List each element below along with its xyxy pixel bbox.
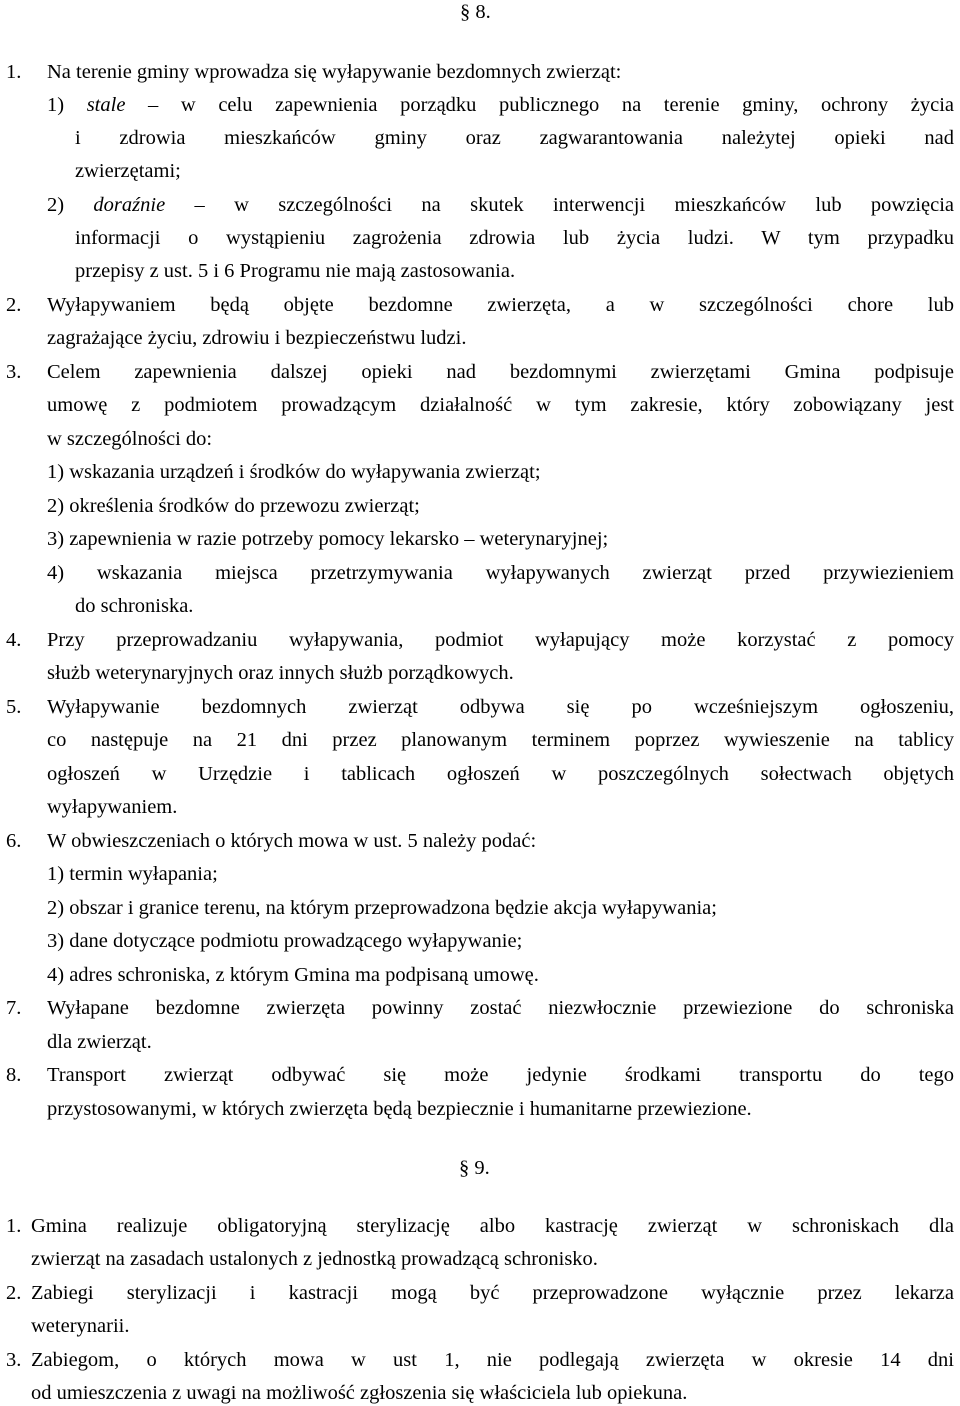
para-text: w szczególności do: xyxy=(47,428,213,450)
list-item: 3) dane dotyczące podmiotu prowadzącego wyłapywanie; xyxy=(47,930,523,952)
para-number: 5. xyxy=(6,696,22,718)
list-text: do schroniska. xyxy=(75,595,194,617)
list-text: – w celu zapewnienia porządku publicznego na terenie gminy, ochrony życia xyxy=(148,94,955,116)
section-9-heading: § 9. xyxy=(459,1157,490,1179)
para-text: Przy przeprowadzaniu wyłapywania, podmiot wyłapujący może korzystać z pomocy xyxy=(47,629,954,651)
para-text: Wyłapane bezdomne zwierzęta powinny zostać niezwłocznie przewiezione do schroniska xyxy=(47,997,954,1019)
para-text: zwierząt na zasadach ustalonych z jednostką prowadzącą schronisko. xyxy=(31,1248,598,1270)
para-number: 2. xyxy=(6,1282,22,1304)
para-text: zagrażające życiu, zdrowiu i bezpieczeństwu ludzi. xyxy=(47,327,467,349)
para-text: Zabiegi sterylizacji i kastracji mogą być przeprowadzone wyłącznie przez lekarza xyxy=(31,1282,954,1304)
para-text: wyłapywaniem. xyxy=(47,796,178,818)
para-text: Wyłapywanie bezdomnych zwierząt odbywa się po wcześniejszym ogłoszeniu, xyxy=(47,696,954,718)
list-text: informacji o wystąpieniu zagrożenia zdrowia lub życia ludzi. W tym przypadku xyxy=(75,227,954,249)
para-number: 7. xyxy=(6,997,22,1019)
para-text: W obwieszczeniach o których mowa w ust. 5 należy podać: xyxy=(47,830,537,852)
list-item xyxy=(47,93,954,117)
para-text: Wyłapywaniem będą objęte bezdomne zwierzęta, a w szczególności chore lub xyxy=(47,294,954,316)
para-text: służb weterynaryjnych oraz innych służb porządkowych. xyxy=(47,662,514,684)
list-text: i zdrowia mieszkańców gminy oraz zagwarantowania należytej opieki nad xyxy=(75,127,954,149)
para-number: 2. xyxy=(6,294,22,316)
para-text: dla zwierząt. xyxy=(47,1031,152,1053)
list-number: 2) xyxy=(47,194,65,216)
para-text: Gmina realizuje obligatoryjną sterylizację albo kastrację zwierząt w schroniskach dla xyxy=(31,1215,954,1237)
para-number: 1. xyxy=(6,61,22,83)
para-text: Transport zwierząt odbywać się może jedynie środkami transportu do tego xyxy=(47,1064,954,1086)
list-item: 1) wskazania urządzeń i środków do wyłapywania zwierząt; xyxy=(47,461,541,483)
para-text: co następuje na 21 dni przez planowanym terminem poprzez wywieszenie na tablicy xyxy=(47,729,954,751)
para-number: 1. xyxy=(6,1215,22,1237)
list-term: stale xyxy=(86,94,126,116)
para-text: Zabiegom, o których mowa w ust 1, nie podlegają zwierzęta w okresie 14 dni xyxy=(31,1349,954,1371)
para-number: 8. xyxy=(6,1064,22,1086)
para-text: ogłoszeń w Urzędzie i tablicach ogłoszeń w poszczególnych sołectwach objętych xyxy=(47,763,954,785)
para-number: 6. xyxy=(6,830,22,852)
list-item xyxy=(47,193,954,217)
list-item: 4) wskazania miejsca przetrzymywania wyłapywanych zwierząt przed przywiezieniem xyxy=(47,562,954,584)
list-item: 2) określenia środków do przewozu zwierząt; xyxy=(47,495,420,517)
section-8-heading: § 8. xyxy=(460,1,491,23)
para-number: 4. xyxy=(6,629,22,651)
list-item: 4) adres schroniska, z którym Gmina ma podpisaną umowę. xyxy=(47,964,539,986)
list-item: 2) obszar i granice terenu, na którym przeprowadzona będzie akcja wyłapywania; xyxy=(47,897,717,919)
para-text: umowę z podmiotem prowadzącym działalność w tym zakresie, który zobowiązany jest xyxy=(47,394,954,416)
list-item: 3) zapewnienia w razie potrzeby pomocy lekarsko – weterynaryjnej; xyxy=(47,528,609,550)
list-number: 1) xyxy=(47,94,65,116)
list-text: zwierzętami; xyxy=(75,160,181,182)
para-number: 3. xyxy=(6,1349,22,1371)
para-text: Na terenie gminy wprowadza się wyłapywanie bezdomnych zwierząt: xyxy=(47,61,622,83)
para-text: od umieszczenia z uwagi na możliwość zgłoszenia się właściciela lub opiekuna. xyxy=(31,1382,688,1404)
list-text: przepisy z ust. 5 i 6 Programu nie mają zastosowania. xyxy=(75,260,516,282)
list-text: – w szczególności na skutek interwencji mieszkańców lub powzięcia xyxy=(194,194,955,216)
para-text: Celem zapewnienia dalszej opieki nad bezdomnymi zwierzętami Gmina podpisuje xyxy=(47,361,954,383)
para-text: weterynarii. xyxy=(31,1315,130,1337)
para-number: 3. xyxy=(6,361,22,383)
list-term: doraźnie xyxy=(93,194,166,216)
list-item: 1) termin wyłapania; xyxy=(47,863,218,885)
para-text: przystosowanymi, w których zwierzęta będą bezpiecznie i humanitarne przewiezione. xyxy=(47,1098,752,1120)
